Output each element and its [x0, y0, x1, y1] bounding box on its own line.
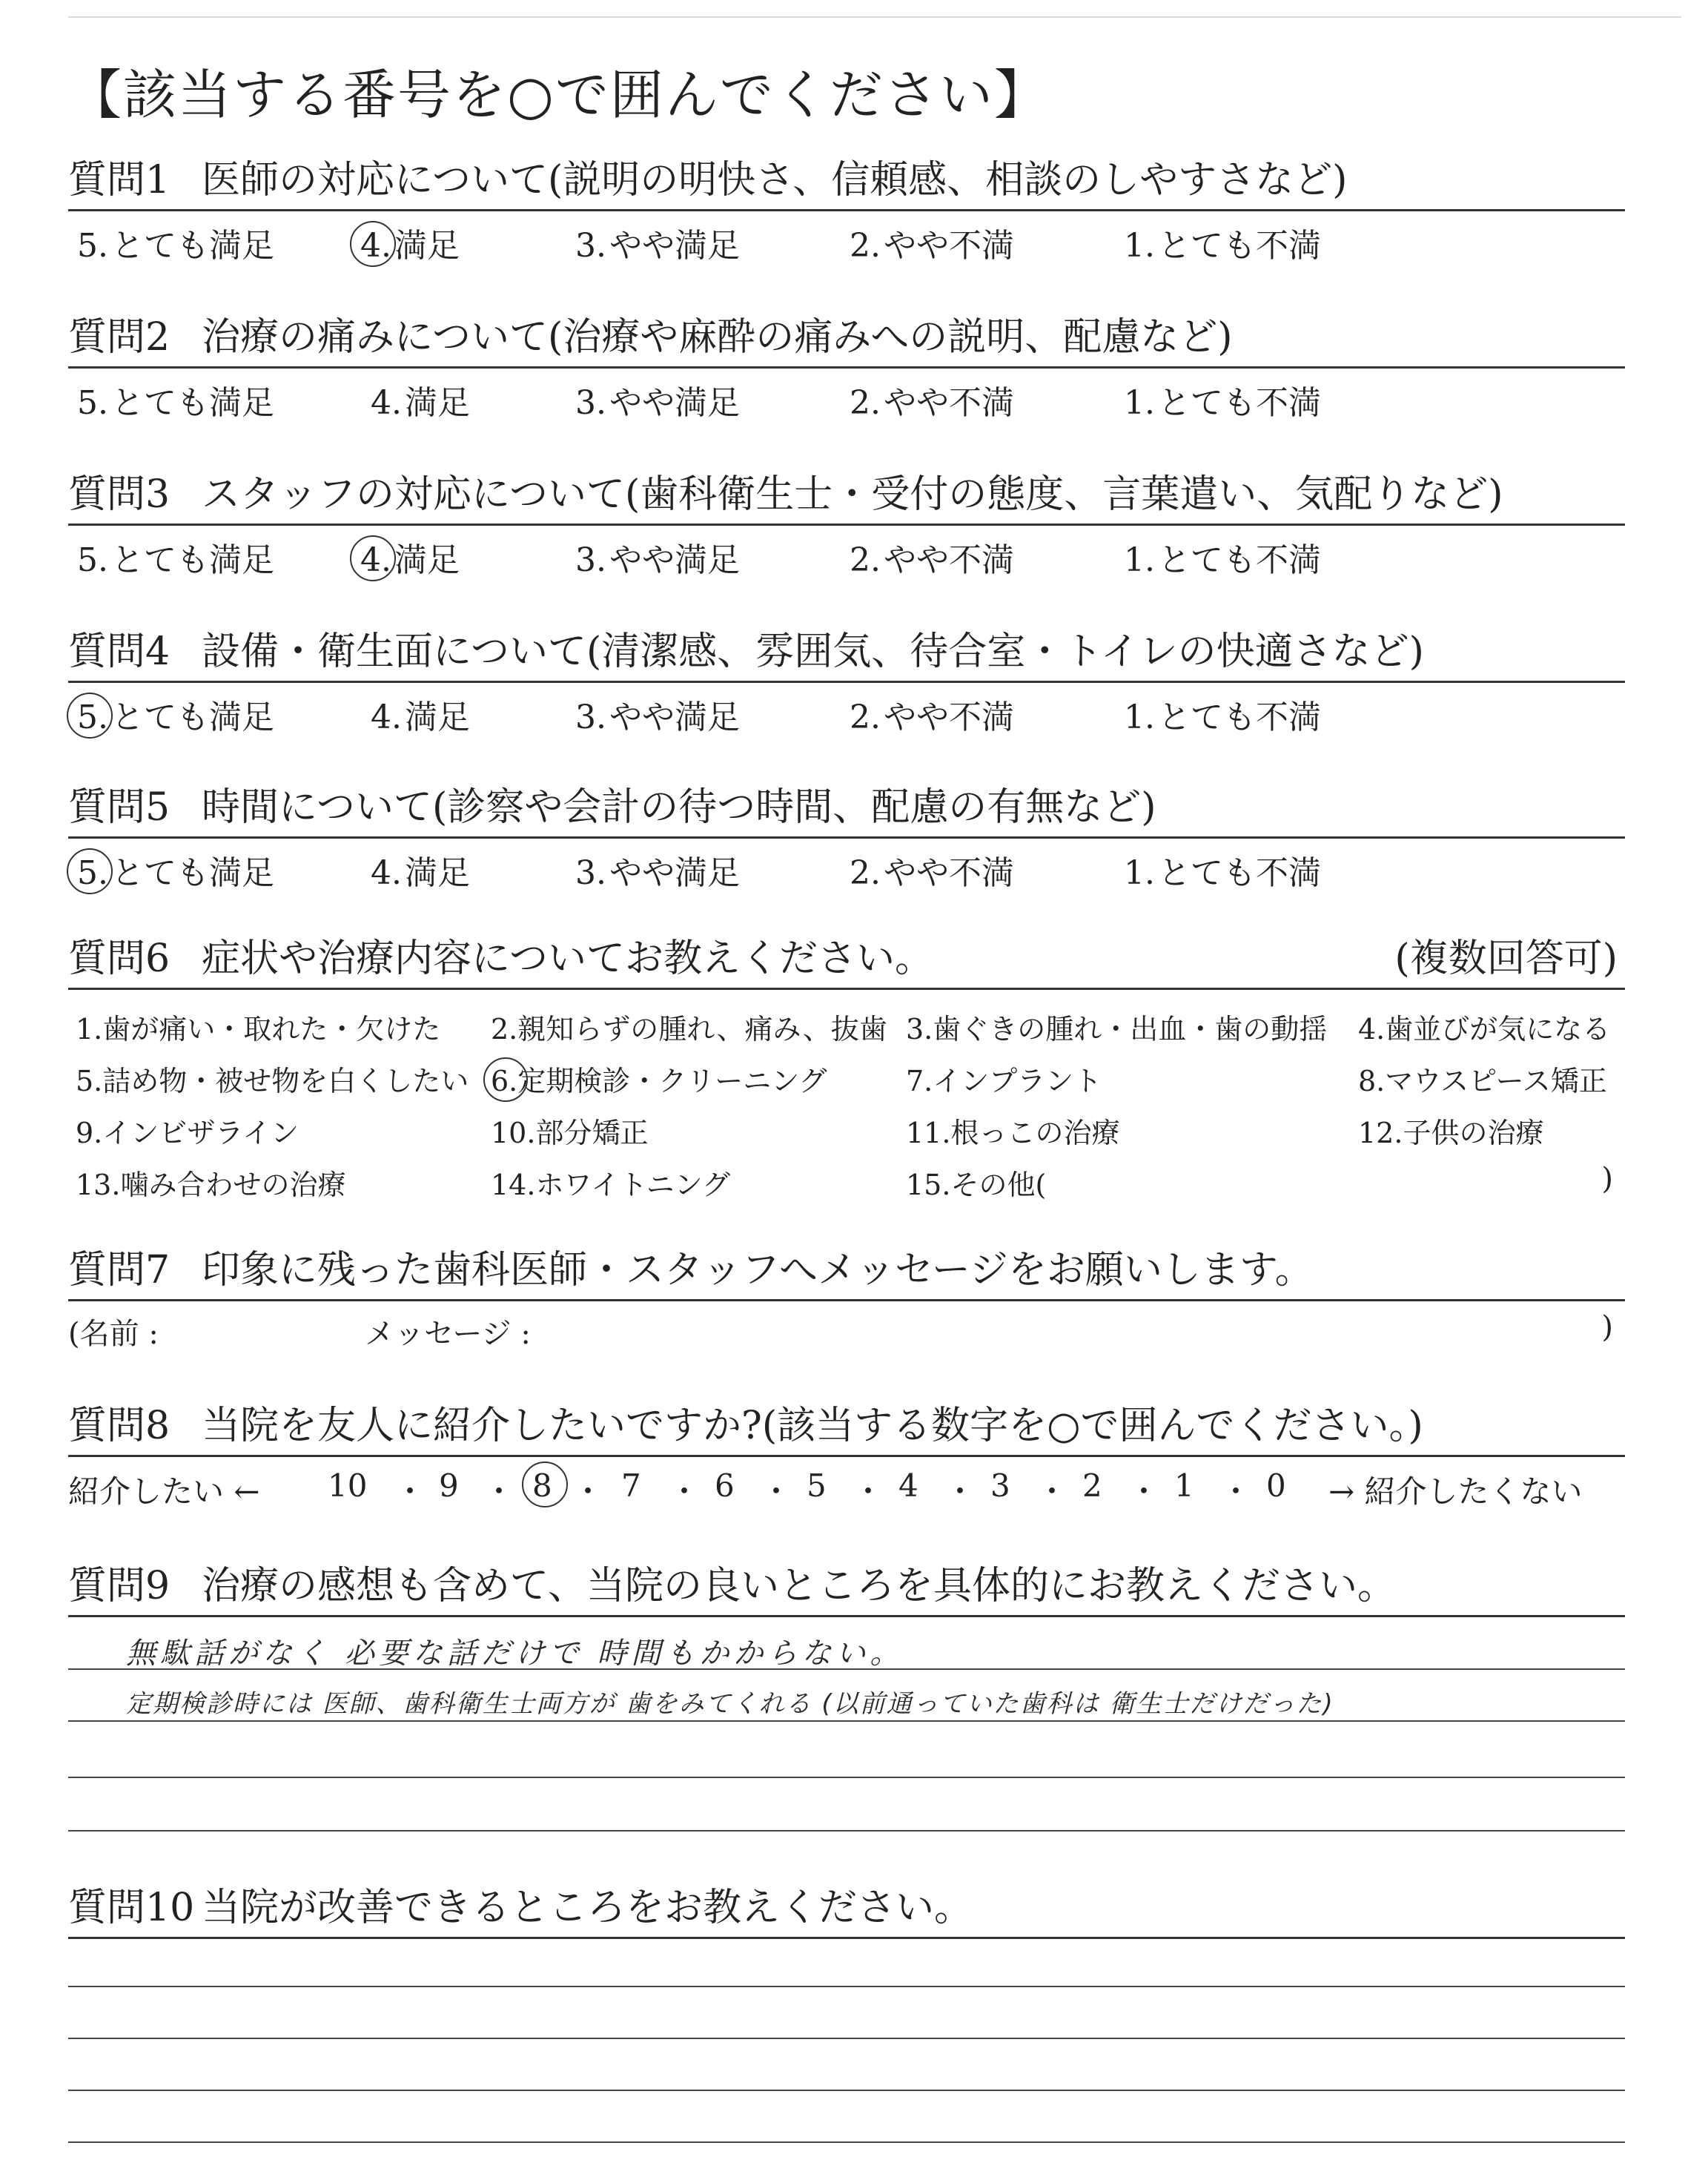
option-1[interactable]: 1.とても不満 — [1124, 541, 1321, 579]
question-number: 質問5 — [68, 785, 171, 830]
question-10 — [68, 1883, 1625, 1939]
option-2[interactable]: 2.やや不満 — [850, 541, 1014, 579]
answer-line — [68, 1986, 1625, 1987]
message-row[interactable] — [68, 1301, 1625, 1353]
divider — [68, 1937, 1625, 1939]
option-4-selected[interactable]: 4.満足 — [357, 533, 460, 581]
rating-options — [68, 211, 1625, 265]
scale-value[interactable]: 1 — [1174, 1467, 1194, 1504]
scale-left-label: 紹介したい ← — [68, 1473, 260, 1510]
question-3-title — [68, 470, 1625, 519]
scale-value-selected[interactable]: 8 — [532, 1467, 552, 1504]
treatment-option[interactable]: 10.部分矯正 — [491, 1117, 649, 1149]
scale-dot: ・ — [669, 1473, 701, 1510]
question-text: 当院が改善できるところをお教えください。 — [202, 1886, 973, 1930]
recommend-scale — [68, 1457, 1625, 1509]
scale-dot: ・ — [483, 1473, 515, 1510]
multiple-answers-note: (複数回答可) — [1394, 937, 1618, 981]
question-1-title — [68, 156, 1625, 205]
option-5-selected[interactable]: 5.とても満足 — [74, 846, 274, 894]
question-text: 設備・衛生面について(清潔感、雰囲気、待合室・トイレの快適さなど) — [202, 630, 1424, 674]
rating-options — [68, 683, 1625, 736]
treatment-option[interactable]: 9.インビザライン — [76, 1117, 299, 1149]
scale-value[interactable]: 5 — [807, 1467, 827, 1504]
treatment-option[interactable]: 3.歯ぐきの腫れ・出血・歯の動揺 — [906, 1013, 1328, 1046]
question-text: 症状や治療内容についてお教えください。 — [202, 937, 933, 981]
treatment-option[interactable]: 2.親知らずの腫れ、痛み、抜歯 — [491, 1013, 887, 1046]
question-text: 医師の対応について(説明の明快さ、信頼感、相談のしやすさなど) — [202, 158, 1348, 202]
question-number: 質問2 — [68, 315, 171, 360]
scale-dot: ・ — [1036, 1473, 1068, 1510]
question-4-title — [68, 627, 1625, 676]
scale-value[interactable]: 6 — [715, 1467, 735, 1504]
question-8 — [68, 1401, 1625, 1509]
question-2 — [68, 313, 1625, 422]
question-2-title — [68, 313, 1625, 362]
scale-value[interactable]: 0 — [1266, 1467, 1286, 1504]
treatment-option[interactable]: 12.子供の治療 — [1358, 1117, 1544, 1149]
option-4[interactable]: 4.満足 — [371, 384, 470, 422]
question-number: 質問9 — [68, 1564, 171, 1608]
question-text: 治療の痛みについて(治療や麻酔の痛みへの説明、配慮など) — [202, 315, 1233, 360]
question-6 — [68, 934, 1625, 1205]
option-2[interactable]: 2.やや不満 — [850, 384, 1014, 422]
treatment-option[interactable]: 13.噛み合わせの治療 — [76, 1169, 346, 1201]
answer-line — [68, 2141, 1625, 2143]
scale-dot: ・ — [394, 1473, 426, 1510]
option-5[interactable]: 5.とても満足 — [77, 384, 274, 422]
scale-dot: ・ — [1128, 1473, 1160, 1510]
divider — [68, 1615, 1625, 1617]
question-9 — [68, 1562, 1625, 1617]
scale-value[interactable]: 9 — [439, 1467, 459, 1504]
option-3[interactable]: 3.やや満足 — [575, 854, 740, 892]
option-5[interactable]: 5.とても満足 — [77, 227, 274, 265]
scale-dot: ・ — [761, 1473, 792, 1510]
question-text: 当院を友人に紹介したいですか?(該当する数字を○で囲んでください。) — [202, 1404, 1423, 1448]
option-2[interactable]: 2.やや不満 — [850, 854, 1014, 892]
question-9-title — [68, 1562, 1625, 1611]
question-text: 印象に残った歯科医師・スタッフへメッセージをお願いします。 — [202, 1248, 1314, 1292]
question-5-title — [68, 783, 1625, 832]
rating-options — [68, 526, 1625, 579]
rating-options — [68, 369, 1625, 422]
treatment-option[interactable]: 1.歯が痛い・取れた・欠けた — [76, 1013, 441, 1046]
form-header: 【該当する番号を○で囲んでください】 — [68, 64, 1049, 126]
option-2[interactable]: 2.やや不満 — [850, 227, 1014, 265]
handwritten-answer-line-1: 無駄話がなく 必要な話だけで 時間もかからない。 — [126, 1636, 904, 1671]
option-5[interactable]: 5.とても満足 — [77, 541, 274, 579]
question-number: 質問8 — [68, 1404, 171, 1448]
scale-value[interactable]: 3 — [990, 1467, 1010, 1504]
question-text: スタッフの対応について(歯科衛生士・受付の態度、言葉遣い、気配りなど) — [202, 472, 1503, 517]
top-rule — [68, 16, 1681, 18]
question-text: 治療の感想も含めて、当院の良いところを具体的にお教えください。 — [202, 1564, 1396, 1608]
option-1[interactable]: 1.とても不満 — [1124, 227, 1321, 265]
question-6-title — [68, 934, 1625, 983]
message-label: メッセージ : — [365, 1317, 531, 1351]
option-3[interactable]: 3.やや満足 — [575, 227, 740, 265]
scale-dot: ・ — [572, 1473, 604, 1510]
option-4-selected[interactable]: 4.満足 — [357, 219, 460, 266]
scale-value[interactable]: 10 — [328, 1467, 368, 1504]
treatment-options — [68, 990, 1625, 1205]
treatment-option[interactable]: 14.ホワイトニング — [491, 1169, 731, 1201]
option-4[interactable]: 4.満足 — [371, 854, 470, 892]
handwritten-answer-line-2: 定期検診時には 医師、歯科衛生士両方が 歯をみてくれる (以前通っていた歯科は 衛生士だけだった) — [126, 1689, 1334, 1719]
scale-dot: ・ — [1220, 1473, 1252, 1510]
question-number: 質問6 — [68, 937, 171, 981]
question-8-title — [68, 1401, 1625, 1450]
option-2[interactable]: 2.やや不満 — [850, 698, 1014, 736]
option-5-selected[interactable]: 5.とても満足 — [74, 690, 274, 738]
answer-line — [68, 2090, 1625, 2091]
treatment-option[interactable]: 4.歯並びが気になる — [1358, 1013, 1611, 1046]
question-5 — [68, 783, 1625, 892]
scale-dot: ・ — [853, 1473, 884, 1510]
answer-line — [68, 1830, 1625, 1832]
option-3[interactable]: 3.やや満足 — [575, 541, 740, 579]
treatment-option-selected[interactable]: 6.定期検診・クリーニング — [491, 1065, 827, 1097]
option-1[interactable]: 1.とても不満 — [1124, 854, 1321, 892]
question-3 — [68, 470, 1625, 579]
name-label: (名前 : — [68, 1317, 159, 1351]
question-number: 質問3 — [68, 472, 171, 517]
option-3[interactable]: 3.やや満足 — [575, 698, 740, 736]
option-4[interactable]: 4.満足 — [371, 698, 470, 736]
question-7-title — [68, 1246, 1625, 1295]
question-number: 質問7 — [68, 1248, 171, 1292]
scale-right-label: → 紹介したくない — [1328, 1473, 1583, 1510]
answer-line — [68, 1668, 1625, 1670]
question-1 — [68, 156, 1625, 265]
answer-line — [68, 2038, 1625, 2039]
treatment-option[interactable]: 11.根っこの治療 — [906, 1117, 1120, 1149]
scale-value[interactable]: 7 — [621, 1467, 641, 1504]
question-number: 質問1 — [68, 158, 171, 202]
treatment-option[interactable]: 5.詰め物・被せ物を白くしたい — [76, 1065, 469, 1097]
rating-options — [68, 839, 1625, 892]
question-4 — [68, 627, 1625, 736]
answer-line — [68, 1777, 1625, 1778]
option-1[interactable]: 1.とても不満 — [1124, 698, 1321, 736]
scale-value[interactable]: 2 — [1082, 1467, 1102, 1504]
scale-dot: ・ — [944, 1473, 976, 1510]
scale-value[interactable]: 4 — [898, 1467, 918, 1504]
question-7 — [68, 1246, 1625, 1353]
question-number: 質問4 — [68, 630, 171, 674]
option-3[interactable]: 3.やや満足 — [575, 384, 740, 422]
treatment-option[interactable]: 7.インプラント — [906, 1065, 1102, 1097]
option-1[interactable]: 1.とても不満 — [1124, 384, 1321, 422]
treatment-option[interactable]: 8.マウスピース矯正 — [1358, 1065, 1607, 1097]
answer-line — [68, 1720, 1625, 1722]
other-paren-close: ) — [1601, 1162, 1613, 1196]
question-number: 質問10 — [68, 1886, 195, 1930]
message-paren-close: ) — [1601, 1310, 1613, 1344]
question-10-title — [68, 1883, 1625, 1932]
treatment-option-other[interactable]: 15.その他( — [906, 1169, 1047, 1201]
question-text: 時間について(診察や会計の待つ時間、配慮の有無など) — [202, 785, 1156, 830]
